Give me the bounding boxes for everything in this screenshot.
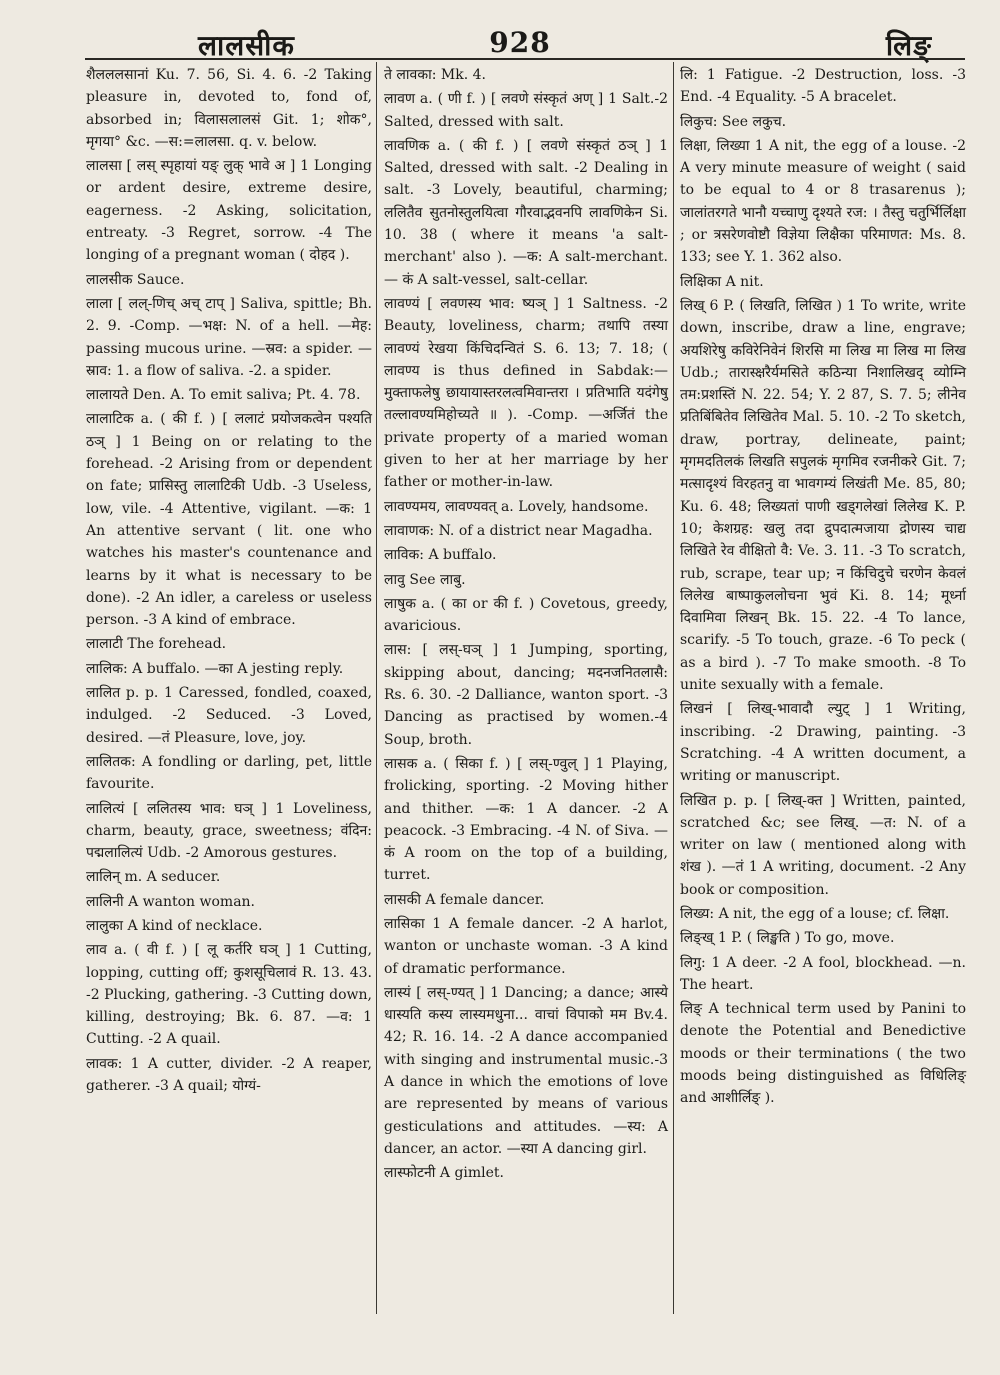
header-left-guide-word: लालसीक xyxy=(198,29,295,62)
dictionary-entry: लावु See लाबु. xyxy=(384,571,466,588)
dictionary-entry: लालिक: A buffalo. —का A jesting reply. xyxy=(86,660,344,677)
dictionary-entry: लास: [ लस्-घञ् ] 1 Jumping, sporting, skipping about, dancing; मदनजनितलासै: Rs. 6. 30. -2 Dalliance, wanton sport. -3 Dancing as practised by women.-4 Soup, broth. xyxy=(384,642,668,748)
dictionary-entry: लालसीक Sauce. xyxy=(86,271,185,288)
dictionary-entry: लालाटिक a. ( की f. ) [ ललाटं प्रयोजकत्वेन पश्यति ठञ् ] 1 Being on or relating to the forehead. -2 Arising from or dependent on fate; प्रासिस्तु लालाटिकी Udb. -3 Useless, low, vile. -4 Attentive, vigilant. —क: 1 An attentive servant ( lit. one who watches his master's countenance and learns by it what is necessary to be done). -2 An idler, a careless or useless person. -3 A kind of embrace. xyxy=(86,411,372,629)
dictionary-entry: लिगु: 1 A deer. -2 A fool, blockhead. —n. The heart. xyxy=(680,954,966,993)
dictionary-entry: लिङ्ख् 1 P. ( लिङ्खति ) To go, move. xyxy=(680,930,895,947)
dictionary-entry: लालितक: A fondling or darling, pet, little favourite. xyxy=(86,753,372,793)
dictionary-entry: लिख् 6 P. ( लिखति, लिखित ) 1 To write, write down, inscribe, draw a line, engrave; अयशिरेषु कविरेनिवेनं शिरसि मा लिख मा लिख मा लिख Udb.; तारास्क्षरैर्यमसिते कठिन्या निशालिखद् व्योम्नि तम:प्रशस्तिं N. 22. 54; Y. 2 87, S. 7. 5; लीनेव प्रतिबिंबितेव लिखितेव Mal. 5. 10. -2 To sketch, draw, portray, delineate, paint; मृगमदतिलकं लिखति सपुलकं मृगमिव रजनीकरे Git. 7; मत्सादृश्यं विरहतनु वा भावगम्यं लिखंती Me. 85, 80; Ku. 6. 48; लिख्यतां पाणी खड्गलेखां लिलेख K. P. 10; केशग्रह: खलु तदा द्रुपदात्मजाया द्रोणस्य चाद्य लिखिते रेव वीक्षितो वै: Ve. 3. 11. -3 To scratch, rub, scrape, tear up; न किंचिदुचे चरणेन केवलं लिलेख बाष्पाकुललोचना भुवं Ki. 8. 14; मूर्ध्ना दिवामिवा लिखन् Bk. 15. 22. -4 To lance, scarify. -5 To touch, graze. -6 To peck ( as a bird ). -7 To make smooth. -8 To unite sexually with a female. xyxy=(680,297,966,694)
column-2 xyxy=(384,64,668,1314)
page-header xyxy=(80,22,960,62)
dictionary-entry: लालिनी A wanton woman. xyxy=(86,893,256,910)
dictionary-entry: लिङ् A technical term used by Panini to denote the Potential and Benedictive moods or their terminations ( the two moods being distinguished as विधिलिङ् and आशीर्लिङ् ). xyxy=(680,1001,966,1107)
dictionary-entry: लाव a. ( वी f. ) [ लू कर्तरि घञ् ] 1 Cutting, lopping, cutting off; कुशसूचिलावं R. 13. 43. -2 Plucking, gathering. -3 Cutting down, killing, destroying; Bk. 6. 87. —व: 1 Cutting. -2 A quail. xyxy=(86,942,372,1048)
dictionary-entry: लिख्य: A nit, the egg of a louse; cf. लिक्षा. xyxy=(680,905,950,922)
dictionary-entry: लि: 1 Fatigue. -2 Destruction, loss. -3 End. -4 Equality. -5 A bracelet. xyxy=(680,67,966,106)
dictionary-entry: लिक्षा, लिख्या 1 A nit, the egg of a louse. -2 A very minute measure of weight ( said to be equal to 4 or 8 trasarenus ); जालांतरगते भानौ यच्चाणु दृश्यते रज: । तैस्तु चतुर्भिर्लिक्षा ; or त्रसरेणवोष्टौ विज्ञेया लिक्षैका परिमाणत: Ms. 8. 133; see Y. 1. 362 also. xyxy=(680,137,966,266)
dictionary-entry: लालिन् m. A seducer. xyxy=(86,869,221,886)
dictionary-entry: लालायते Den. A. To emit saliva; Pt. 4. 78. xyxy=(86,387,361,404)
dictionary-entry: लावणिक a. ( की f. ) [ लवणे संस्कृतं ठञ् ] 1 Salted, dressed with salt. -2 Dealing in salt. -3 Lovely, beautiful, charming; ललितैव सुतनोस्तुलयित्वा गौरवाद्भवनपि लावणिकेन Si. 10. 38 ( where it means 'a salt-merchant' also ). —क: A salt-merchant. — कं A salt-vessel, salt-cellar. xyxy=(384,137,668,288)
dictionary-entry: लावण्यं [ लवणस्य भाव: ष्यञ् ] 1 Saltness. -2 Beauty, loveliness, charm; तथापि तस्या लावण्यं रेखया किंचिदन्वितं S. 6. 13; 7. 18; ( लावण्य is thus defined in Sabdak:—मुक्ताफलेषु छायायास्तरलत्वमिवान्तरा । प्रतिभाति यदंगेषु तल्लावण्यमिहोच्यते ॥ ). -Comp. —अर्जितं the private property of a maried woman given to her at her marriage by her father or mother-in-law. xyxy=(384,295,668,491)
dictionary-entry: शैलललसानां Ku. 7. 56, Si. 4. 6. -2 Taking pleasure in, devoted to, fond of, absorbed in; विलासलालसं Git. 1; शोक°, मृगया° &c. —स:=लालसा. q. v. below. xyxy=(86,67,372,150)
dictionary-entry: लास्यं [ लस्-ण्यत् ] 1 Dancing; a dance; आस्ये धास्यति कस्य लास्यमधुना... वाचां विपाको मम Bv.4. 42; R. 16. 14. -2 A dance accompanied with singing and instrumental music.-3 A dance in which the emotions of love are represented by means of various gesticulations and attitudes. —स्य: A dancer, an actor. —स्या A dancing girl. xyxy=(384,984,668,1157)
header-right-guide-word: लिङ् xyxy=(885,29,932,62)
dictionary-entry: लावण a. ( णी f. ) [ लवणे संस्कृतं अण् ] 1 Salt.-2 Salted, dressed with salt. xyxy=(384,91,668,130)
dictionary-entry: लाविक: A buffalo. xyxy=(384,547,497,564)
dictionary-entry: लासकी A female dancer. xyxy=(384,891,545,908)
dictionary-entry: लालसा [ लस् स्पृहायां यङ् लुक् भावे अ ] 1 Longing or ardent desire, extreme desire, eagerness. -2 Asking, solicitation, entreaty. -3 Regret, sorrow. -4 The longing of a pregnant woman ( दोहद ). xyxy=(86,158,372,264)
page-number: 928 xyxy=(489,26,551,59)
header-rule xyxy=(85,58,965,60)
dictionary-entry: लावाणक: N. of a district near Magadha. xyxy=(384,522,653,539)
dictionary-entry: लासक a. ( सिका f. ) [ लस्-ण्वुल् ] 1 Playing, frolicking, sporting. -2 Moving hither and thither. —क: 1 A dancer. -2 A peacock. -3 Embracing. -4 N. of Siva. —कं A room on the top of a building, turret. xyxy=(384,755,668,884)
column-divider xyxy=(673,62,674,1314)
dictionary-entry: लिकुच: See लकुच. xyxy=(680,113,787,130)
dictionary-entry: लिक्षिका A nit. xyxy=(680,273,764,290)
dictionary-entry: लिखनं [ लिख्-भावादौ ल्युट् ] 1 Writing, inscribing. -2 Drawing, painting. -3 Scratching. -4 A written document, a writing or manuscript. xyxy=(680,701,966,785)
dictionary-entry: लावक: 1 A cutter, divider. -2 A reaper, gatherer. -3 A quail; योग्यं- xyxy=(86,1055,372,1095)
dictionary-entry: लाला [ लल्-णिच् अच् टाप् ] Saliva, spittle; Bh. 2. 9. -Comp. —भक्ष: N. of a hell. —मेह: passing mucous urine. —स्रव: a spider. —स्राव: 1. a flow of saliva. -2. a spider. xyxy=(86,295,372,379)
dictionary-entry: लिखित p. p. [ लिख्-क्त ] Written, painted, scratched &c; see लिख्. —त: N. of a writer on law ( mentioned along with शंख ). —तं 1 A writing, document. -2 Any book or composition. xyxy=(680,792,966,898)
dictionary-entry: लासिका 1 A female dancer. -2 A harlot, wanton or unchaste woman. -3 A kind of dramatic performance. xyxy=(384,915,668,977)
dictionary-entry: लालुका A kind of necklace. xyxy=(86,917,263,934)
dictionary-entry: लाषुक a. ( का or की f. ) Covetous, greedy, avaricious. xyxy=(384,595,668,635)
dictionary-entry: ते लावका: Mk. 4. xyxy=(384,67,486,83)
column-divider xyxy=(376,62,377,1314)
dictionary-entry: लालाटी The forehead. xyxy=(86,636,227,653)
column-3 xyxy=(680,64,966,1314)
dictionary-entry: लालित्यं [ ललितस्य भाव: घञ् ] 1 Loveliness, charm, beauty, grace, sweetness; वंदिन: पद्मलालित्यं Udb. -2 Amorous gestures. xyxy=(86,800,372,862)
dictionary-entry: लास्फोटनी A gimlet. xyxy=(384,1165,505,1182)
dictionary-entry: लावण्यमय, लावण्यवत् a. Lovely, handsome. xyxy=(384,498,649,515)
column-1 xyxy=(86,64,372,1314)
dictionary-entry: लालित p. p. 1 Caressed, fondled, coaxed, indulged. -2 Seduced. -3 Loved, desired. —तं Pleasure, love, joy. xyxy=(86,685,372,746)
